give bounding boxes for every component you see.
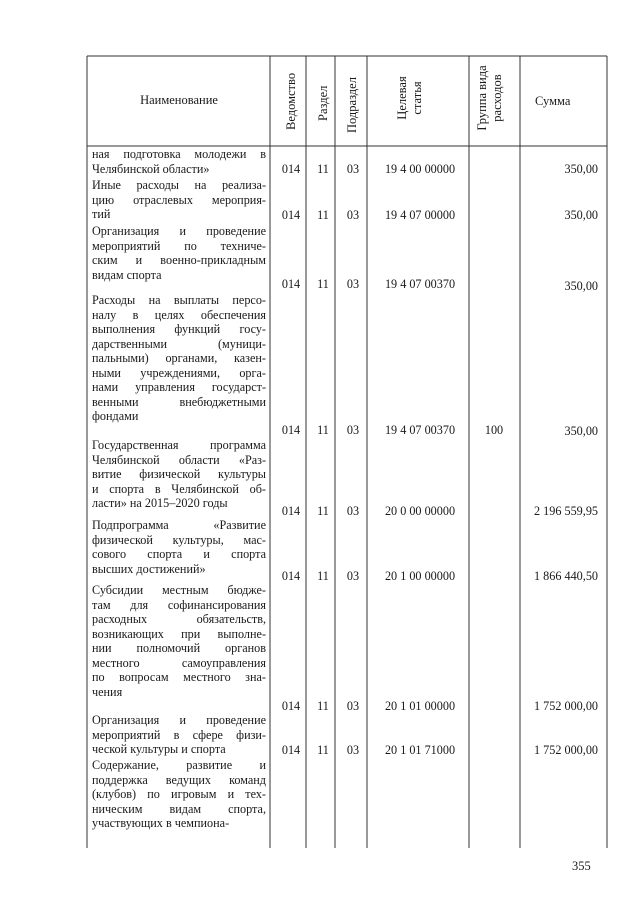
row-0-cs: 19 4 00 00000 (384, 162, 456, 176)
row-6-ved: 014 (281, 699, 301, 713)
row-7-cs: 20 1 01 71000 (384, 743, 456, 757)
row-1-ved: 014 (281, 208, 301, 222)
header-summa: Сумма (535, 94, 571, 108)
row-6-razdel: 11 (317, 699, 329, 713)
row-1-sum: 350,00 (564, 208, 598, 222)
row-0-name: ная подготовка молодежи в Челябинской области» (92, 147, 266, 176)
row-0-sum: 350,00 (564, 162, 598, 176)
row-3-razdel: 11 (317, 423, 329, 437)
row-4-podrazdel: 03 (346, 504, 360, 518)
row-8-name: Содержание, развитие и поддержка ведущих команд (клубов) по игровым и тех- ническим видам спорта, участвующих в чемпиона- (92, 758, 266, 831)
row-3-ved: 014 (281, 423, 301, 437)
row-0-razdel: 11 (317, 162, 329, 176)
row-5-razdel: 11 (317, 569, 329, 583)
row-5-name: Подпрограмма «Развитие физической культуры, мас- сового спорта и спорта высших достижений» (92, 518, 266, 576)
row-5-ved: 014 (281, 569, 301, 583)
row-7-razdel: 11 (317, 743, 329, 757)
row-5-cs: 20 1 00 00000 (384, 569, 456, 583)
row-2-name: Организация и проведение мероприятий по техниче- ским и военно-прикладным видам спорта (92, 224, 266, 282)
row-7-name: Организация и проведение мероприятий в сфере физи- ческой культуры и спорта (92, 713, 266, 757)
header-name: Наименование (140, 93, 218, 107)
header-podrazdel: Подраздел (345, 77, 359, 133)
header-celevaya-statya: Целевая статья (395, 76, 424, 120)
page-number: 355 (572, 859, 591, 873)
row-1-razdel: 11 (317, 208, 329, 222)
row-6-sum: 1 752 000,00 (534, 699, 598, 713)
row-7-ved: 014 (281, 743, 301, 757)
row-1-cs: 19 4 07 00000 (384, 208, 456, 222)
row-5-sum: 1 866 440,50 (534, 569, 598, 583)
row-7-sum: 1 752 000,00 (534, 743, 598, 757)
header-vedomstvo: Ведомство (284, 72, 298, 130)
row-4-ved: 014 (281, 504, 301, 518)
row-4-cs: 20 0 00 00000 (384, 504, 456, 518)
row-2-podrazdel: 03 (346, 277, 360, 291)
row-6-cs: 20 1 01 00000 (384, 699, 456, 713)
row-3-vr: 100 (484, 423, 504, 437)
row-2-cs: 19 4 07 00370 (384, 277, 456, 291)
row-2-sum: 350,00 (564, 279, 598, 293)
row-6-name: Субсидии местным бюдже- там для софинансирования расходных обязательств, возникающих при выполне- нии полномочий органов местного самоуправления по вопросам местного зна- чения (92, 583, 266, 699)
row-3-sum: 350,00 (564, 424, 598, 438)
row-3-cs: 19 4 07 00370 (384, 423, 456, 437)
row-2-razdel: 11 (317, 277, 329, 291)
row-2-ved: 014 (281, 277, 301, 291)
header-gruppa-vida-rashodov: Группа вида расходов (475, 65, 504, 131)
row-1-name: Иные расходы на реализа- цию отраслевых мероприя- тий (92, 178, 266, 222)
row-4-name: Государственная программа Челябинской области «Раз- витие физической культуры и спорта в Челябинской об- ласти» на 2015–2020 годы (92, 438, 266, 511)
row-1-podrazdel: 03 (346, 208, 360, 222)
row-5-podrazdel: 03 (346, 569, 360, 583)
row-7-podrazdel: 03 (346, 743, 360, 757)
row-6-podrazdel: 03 (346, 699, 360, 713)
row-4-razdel: 11 (317, 504, 329, 518)
row-3-name: Расходы на выплаты персо- налу в целях обеспечения выполнения функций госу- дарственными (муници- пальными) органами, казен- ными учреждениями, орга- нами управления государст- венными внебюджетными фондами (92, 293, 266, 424)
row-0-ved: 014 (281, 162, 301, 176)
row-3-podrazdel: 03 (346, 423, 360, 437)
header-razdel: Раздел (316, 85, 330, 121)
row-4-sum: 2 196 559,95 (534, 504, 598, 518)
row-0-podrazdel: 03 (346, 162, 360, 176)
